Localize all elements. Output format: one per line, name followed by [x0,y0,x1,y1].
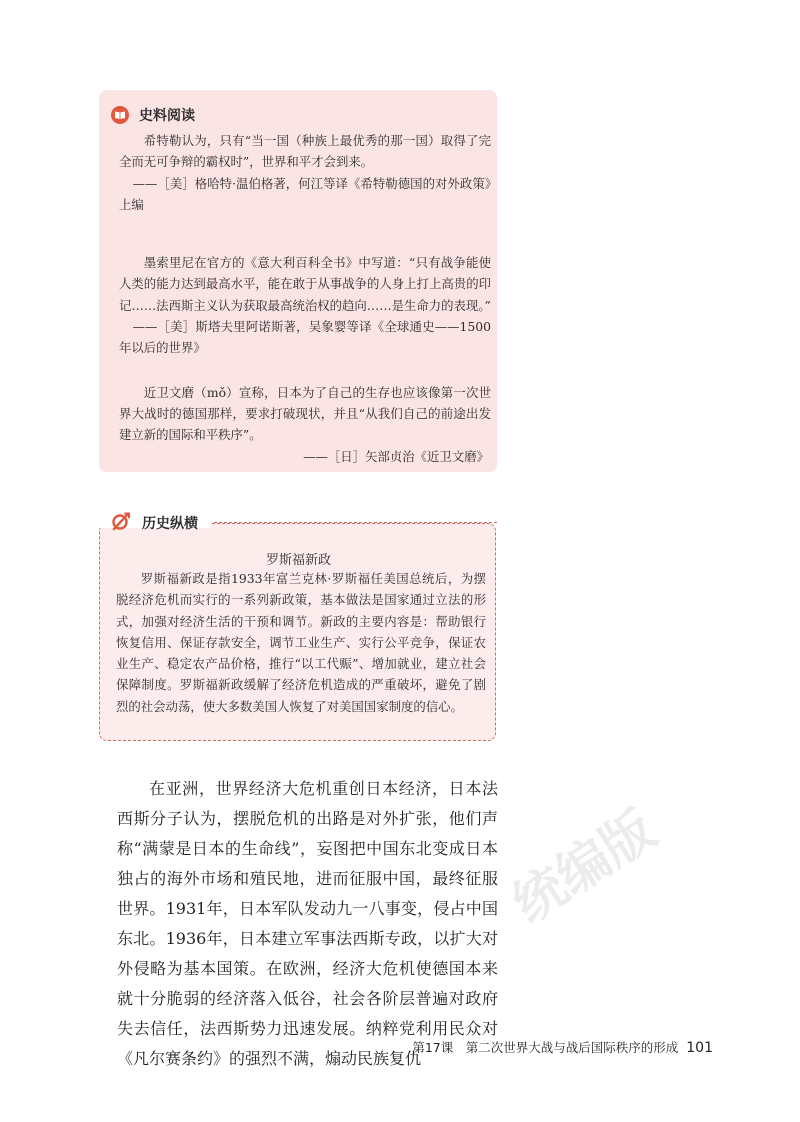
book-icon [111,106,129,124]
quote-source: ——［美］格哈特·温伯格著，何江等译《希特勒德国的对外政策》上编 [119,175,491,212]
quote-source: ——［美］斯塔夫里阿诺斯著，吴象婴等译《全球通史——1500年以后的世界》 [119,319,491,356]
quote-text: 近卫文磨（mǒ）宣称，日本为了自己的生存也应该像第一次世界大战时的德国那样，要求打破现状，并且“从我们自己的前途出发建立新的国际和平秩序”。 [119,384,491,443]
quote-source: ——［日］矢部贞治《近卫文磨》 [303,448,489,464]
history-box-title: 历史纵横 [142,516,198,532]
history-header-rule [214,522,497,523]
source-reading-title: 史料阅读 [139,108,195,124]
watermark: 统编版 [502,799,667,935]
source-reading-header [111,104,195,126]
footer-lesson: 第17课 第二次世界大战与战后国际秩序的形成 [412,1040,679,1055]
history-box-subtitle: 罗斯福新政 [265,553,331,568]
quote-text: 墨索里尼在官方的《意大利百科全书》中写道：“只有战争能使人类的能力达到最高水平，能在敢于从事战争的人身上打上高贵的印记……法西斯主义认为获取最高统治权的趋向……是生命力的表现。” [119,255,491,313]
page-footer [412,1038,713,1056]
page-number: 101 [686,1040,713,1056]
history-box [99,523,496,741]
history-box-body: 罗斯福新政是指1933年富兰克林·罗斯福任美国总统后，为摆脱经济危机而实行的一系列新政策，基本做法是国家通过立法的形式，加强对经济生活的干预和调节。新政的主要内容是：帮助银行恢复信用、保证存款安全，调节工业生产、实行公平竞争，保证农业生产、稳定农产品价格，推行“以工代赈”、增加就业，建立社会保障制度。罗斯福新政缓解了经济危机造成的严重破坏，避免了剧烈的社会动荡，使大多数美国人恢复了对美国国家制度的信心。 [116,571,486,714]
quote-text: 希特勒认为，只有“当一国（种族上最优秀的那一国）取得了完全而无可争辩的霸权时”，世界和平才会到来。 [119,133,491,170]
history-box-header [110,511,198,535]
history-icon [110,511,132,535]
main-paragraph: 在亚洲，世界经济大危机重创日本经济，日本法西斯分子认为，摆脱危机的出路是对外扩张，他们声称“满蒙是日本的生命线”，妄图把中国东北变成日本独占的海外市场和殖民地，进而征服中国，最终征服世界。1931年，日本军队发动九一八事变，侵占中国东北。1936年，日本建立军事法西斯专政，以扩大对外侵略为基本国策。在欧洲，经济大危机使德国本来就十分脆弱的经济落入低谷，社会各阶层普遍对政府失去信任，法西斯势力迅速发展。纳粹党利用民众对《凡尔赛条约》的强烈不满，煽动民族复仇 [117,779,498,1068]
source-reading-box [99,90,497,472]
source-reading-body [119,130,491,467]
